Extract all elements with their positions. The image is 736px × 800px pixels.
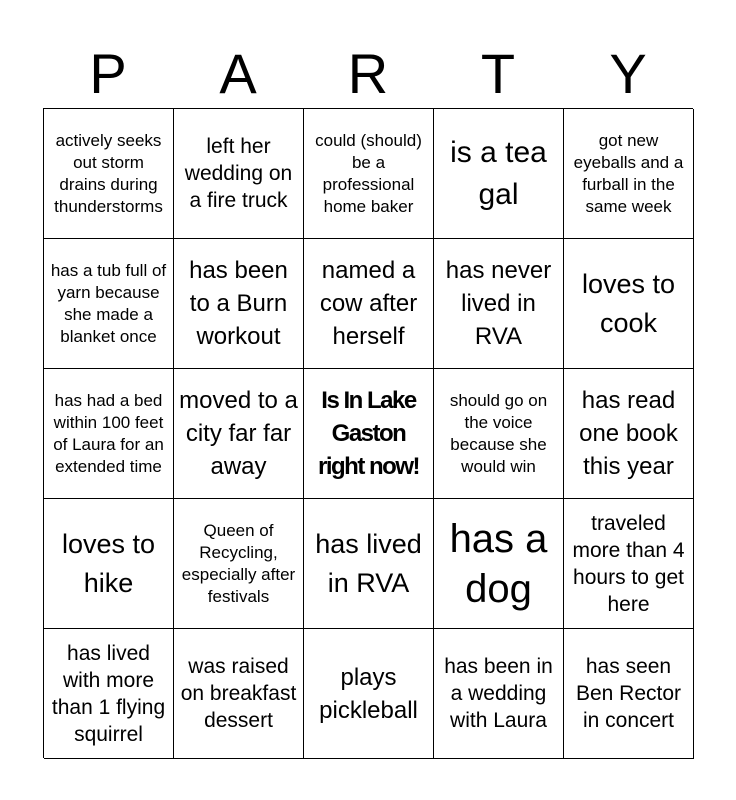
bingo-cell-r4c4[interactable]: has a dog <box>434 499 564 629</box>
bingo-cell-r2c4[interactable]: has never lived in RVA <box>434 239 564 369</box>
bingo-cell-r2c3[interactable]: named a cow after herself <box>304 239 434 369</box>
bingo-cell-r2c1[interactable]: has a tub full of yarn because she made a blanket once <box>44 239 174 369</box>
bingo-cell-r4c2[interactable]: Queen of Recycling, especially after festivals <box>174 499 304 629</box>
bingo-cell-r1c5[interactable]: got new eyeballs and a furball in the same week <box>564 109 694 239</box>
bingo-cell-r3c5[interactable]: has read one book this year <box>564 369 694 499</box>
header-letter-y: Y <box>609 42 647 105</box>
bingo-cell-r3c2[interactable]: moved to a city far far away <box>174 369 304 499</box>
bingo-cell-r1c3[interactable]: could (should) be a professional home baker <box>304 109 434 239</box>
bingo-cell-r1c4[interactable]: is a tea gal <box>434 109 564 239</box>
bingo-cell-r5c1[interactable]: has lived with more than 1 flying squirrel <box>44 629 174 759</box>
bingo-cell-r5c5[interactable]: has seen Ben Rector in concert <box>564 629 694 759</box>
header-letter-p: P <box>89 42 127 105</box>
header-letter-r: R <box>347 42 389 105</box>
bingo-cell-r1c1[interactable]: actively seeks out storm drains during thunderstorms <box>44 109 174 239</box>
bingo-cell-r5c2[interactable]: was raised on breakfast dessert <box>174 629 304 759</box>
bingo-cell-r3c4[interactable]: should go on the voice because she would win <box>434 369 564 499</box>
bingo-cell-r4c5[interactable]: traveled more than 4 hours to get here <box>564 499 694 629</box>
bingo-cell-r5c3[interactable]: plays pickleball <box>304 629 434 759</box>
bingo-cell-r1c2[interactable]: left her wedding on a fire truck <box>174 109 304 239</box>
bingo-cell-r2c5[interactable]: loves to cook <box>564 239 694 369</box>
header-letter-t: T <box>480 42 516 105</box>
bingo-cell-r3c1[interactable]: has had a bed within 100 feet of Laura for an extended time <box>44 369 174 499</box>
bingo-cell-r5c4[interactable]: has been in a wedding with Laura <box>434 629 564 759</box>
bingo-free-space[interactable]: Is In Lake Gaston right now! <box>304 369 434 499</box>
bingo-header <box>43 40 693 108</box>
bingo-cell-r4c3[interactable]: has lived in RVA <box>304 499 434 629</box>
header-letter-a: A <box>219 42 257 105</box>
bingo-grid <box>43 108 693 758</box>
bingo-cell-r2c2[interactable]: has been to a Burn workout <box>174 239 304 369</box>
bingo-cell-r4c1[interactable]: loves to hike <box>44 499 174 629</box>
